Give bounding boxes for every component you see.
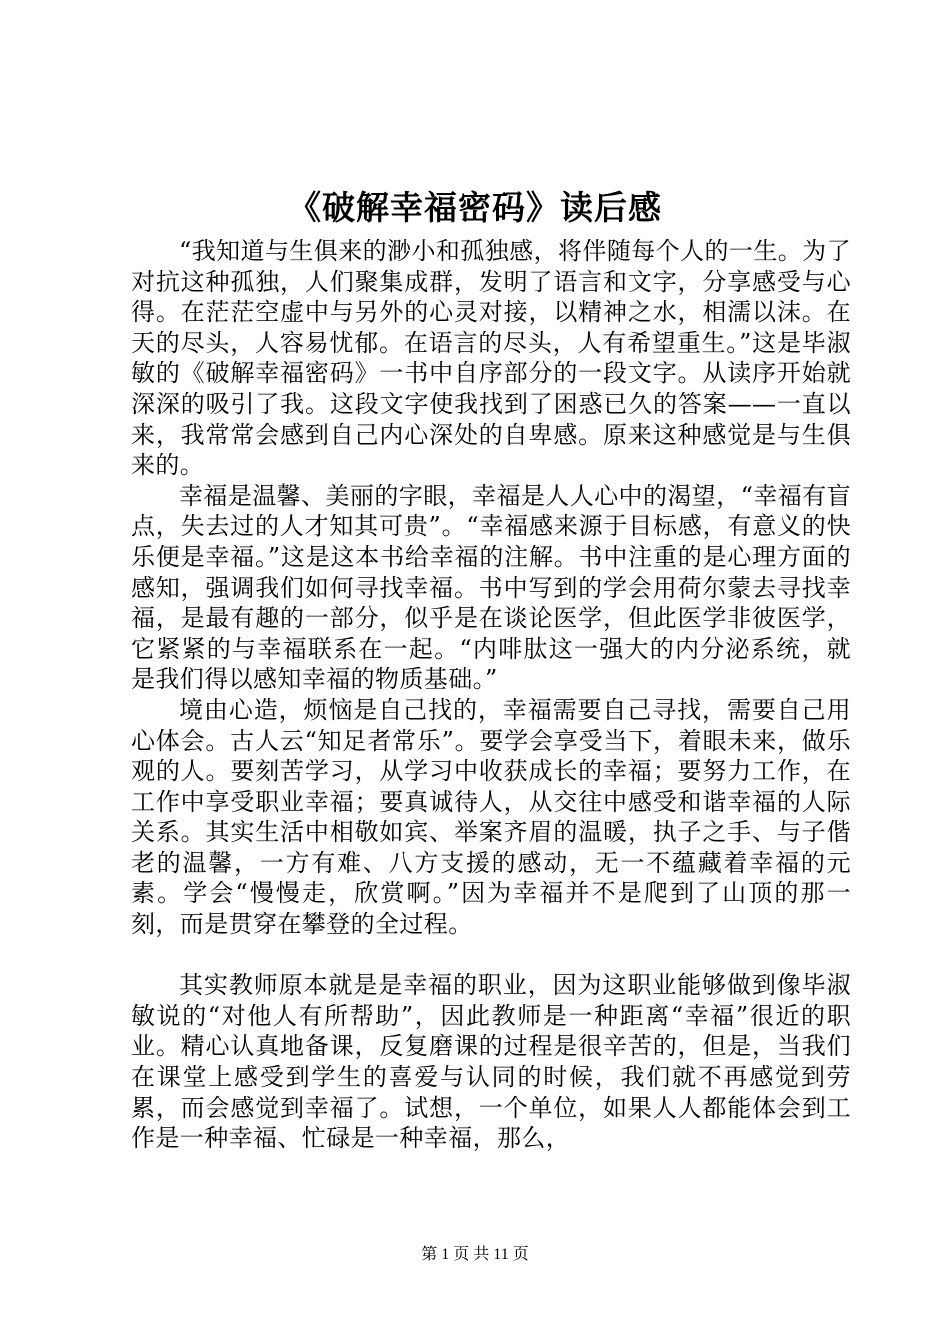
page-footer: 第 1 页 共 11 页 [421, 1246, 529, 1263]
paragraph-1: “我知道与生俱来的渺小和孤独感，将伴随每个人的一生。为了对抗这种孤独，人们聚集成群，发明了语言和文字，分享感受与心得。在茫茫空虚中与另外的心灵对接，以精神之水，相濡以沫。在天的尽头，人容易忧郁。在语言的尽头，人有希望重生。”这是毕淑敏的《破解幸福密码》一书中自序部分的一段文字。从读序开始就深深的吸引了我。这段文字使我找到了困惑已久的答案——一直以来，我常常会感到自己内心深处的自卑感。原来这种感觉是与生俱来的。 [131, 237, 851, 480]
document-title: 《破解幸福密码》读后感 [288, 188, 662, 227]
paragraph-4: 其实教师原本就是是幸福的职业，因为这职业能够做到像毕淑敏说的“对他人有所帮助”，因此教师是一种距离“幸福”很近的职业。精心认真地备课，反复磨课的过程是很辛苦的，但是，当我们在课堂上感受到学生的喜爱与认同的时候，我们就不再感觉到劳累，而会感觉到幸福了。试想，一个单位，如果人人都能体会到工作是一种幸福、忙碌是一种幸福，那么， [131, 971, 851, 1153]
paragraph-2: 幸福是温馨、美丽的字眼，幸福是人人心中的渴望，“幸福有盲点，失去过的人才知其可贵”。“幸福感来源于目标感，有意义的快乐便是幸福。”这是这本书给幸福的注解。书中注重的是心理方面的感知，强调我们如何寻找幸福。书中写到的学会用荷尔蒙去寻找幸福，是最有趣的一部分，似乎是在谈论医学，但此医学非彼医学，它紧紧的与幸福联系在一起。“内啡肽这一强大的内分泌系统，就是我们得以感知幸福的物质基础。” [131, 481, 851, 694]
document-body [131, 236, 851, 1154]
paragraph-3: 境由心造，烦恼是自己找的，幸福需要自己寻找，需要自己用心体会。古人云“知足者常乐”。要学会享受当下，着眼未来，做乐观的人。要刻苦学习，从学习中收获成长的幸福；要努力工作，在工作中享受职业幸福；要真诚待人，从交往中感受和谐幸福的人际关系。其实生活中相敬如宾、举案齐眉的温暖，执子之手、与子偕老的温馨，一方有难、八方支援的感动，无一不蕴藏着幸福的元素。学会“慢慢走，欣赏啊。”因为幸福并不是爬到了山顶的那一刻，而是贯穿在攀登的全过程。 [131, 695, 851, 939]
